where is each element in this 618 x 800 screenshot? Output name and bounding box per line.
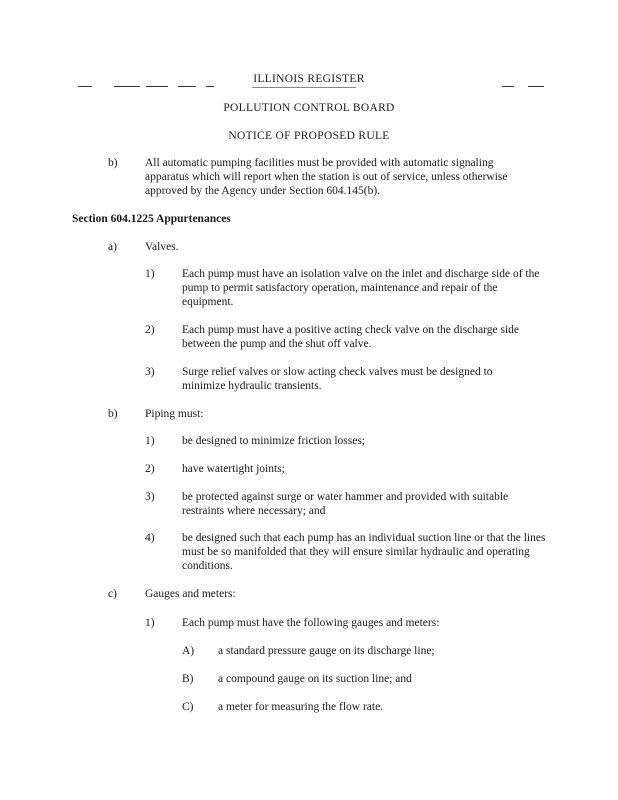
sub-item-text: a standard pressure gauge on its discharge line; bbox=[218, 645, 435, 657]
subsection-b-title: Piping must: bbox=[145, 408, 204, 420]
register-title: ILLINOIS REGISTER bbox=[253, 73, 365, 85]
sub-item-label: C) bbox=[182, 701, 194, 713]
section-heading: Section 604.1225 Appurtenances bbox=[72, 213, 231, 225]
list-item-text: have watertight joints; bbox=[182, 463, 285, 475]
board-title: POLLUTION CONTROL BOARD bbox=[223, 102, 395, 114]
list-item-label: 1) bbox=[145, 617, 155, 629]
subsection-b-label: b) bbox=[108, 408, 118, 420]
subsection-a-label: a) bbox=[108, 241, 117, 253]
sub-item-label: B) bbox=[182, 673, 194, 685]
list-item-label: 1) bbox=[145, 268, 155, 280]
subsection-a-title: Valves. bbox=[145, 241, 179, 253]
subsection-c-title: Gauges and meters: bbox=[145, 588, 236, 600]
list-item-text: Each pump must have a positive acting check valve on the discharge side between the pump and the shut off valve. bbox=[182, 324, 520, 350]
list-item-text: Each pump must have an isolation valve on the inlet and discharge side of the pump to permit satisfactory operation, maintenance and repair of the equipment. bbox=[182, 268, 540, 308]
header-rule-segment bbox=[178, 86, 196, 87]
list-item-text: Each pump must have the following gauges and meters: bbox=[182, 617, 440, 629]
sub-item-text: a compound gauge on its suction line; and bbox=[218, 673, 412, 685]
header-rule-segment bbox=[528, 86, 544, 87]
list-item-label: 2) bbox=[145, 463, 155, 475]
subsection-c-label: c) bbox=[108, 588, 117, 600]
header-rule-segment bbox=[78, 86, 92, 87]
list-item-label: 1) bbox=[145, 435, 155, 447]
header-rule-segment bbox=[502, 86, 514, 87]
header-rule-segment bbox=[252, 87, 356, 88]
header-rule-segment bbox=[114, 86, 140, 87]
notice-title: NOTICE OF PROPOSED RULE bbox=[228, 130, 390, 142]
list-item-label: 3) bbox=[145, 366, 155, 378]
list-item-text: be protected against surge or water hammer and provided with suitable restraints where necessary; and bbox=[182, 491, 509, 517]
list-item-label: 2) bbox=[145, 324, 155, 336]
header-rule-segment bbox=[206, 86, 214, 87]
header-rule-segment bbox=[146, 86, 168, 87]
list-item-text: be designed such that each pump has an individual suction line or that the lines must be so manifolded that they will ensure similar hydraulic and operating conditions. bbox=[182, 532, 546, 572]
list-item-text: be designed to minimize friction losses; bbox=[182, 435, 366, 447]
list-item-text: Surge relief valves or slow acting check valves must be designed to minimize hydraulic transients. bbox=[182, 366, 493, 392]
sub-item-text: a meter for measuring the flow rate. bbox=[218, 701, 384, 713]
list-item-label: 4) bbox=[145, 532, 155, 544]
sub-item-label: A) bbox=[182, 645, 195, 657]
intro-label: b) bbox=[108, 157, 118, 169]
list-item-label: 3) bbox=[145, 491, 155, 503]
intro-paragraph: All automatic pumping facilities must be provided with automatic signaling apparatus which will report when the station is out of service, unless otherwise approved by the Agency under Section 604.145(b). bbox=[145, 157, 508, 197]
